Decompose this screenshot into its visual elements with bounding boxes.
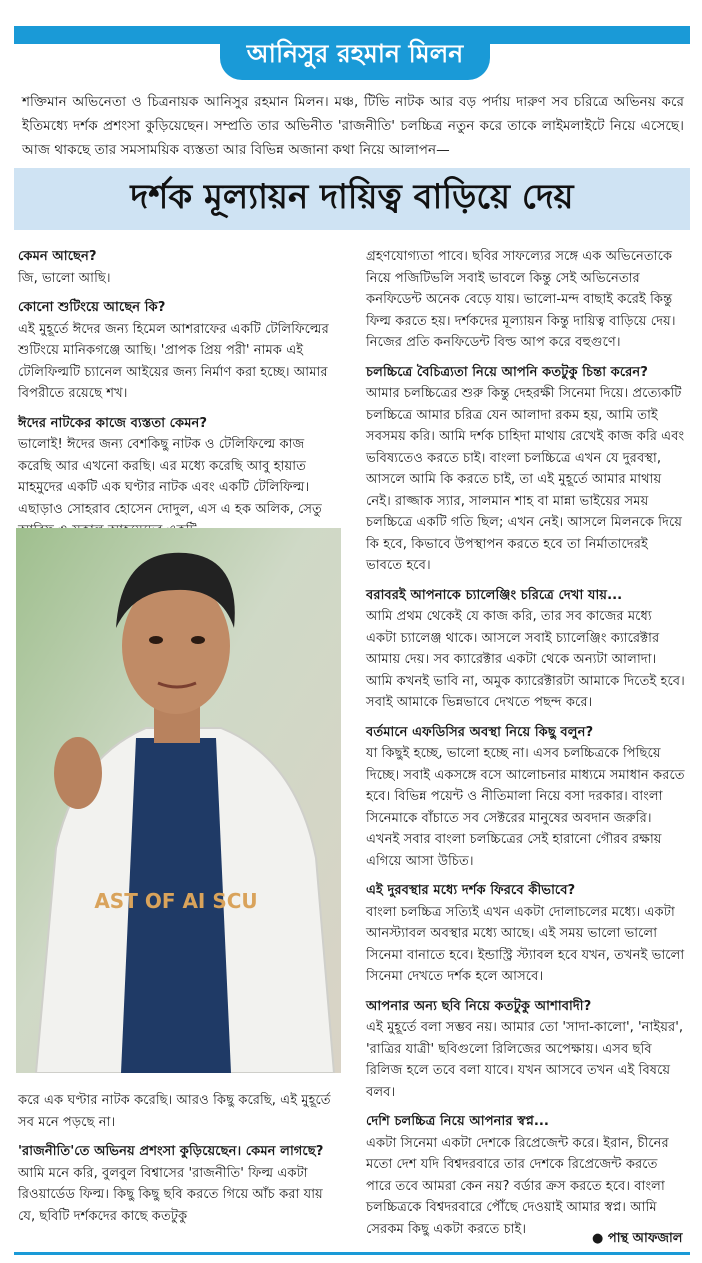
headline-banner [14, 168, 690, 230]
question: বর্তমানে এফডিসির অবস্থা নিয়ে কিছু বলুন? [366, 724, 594, 740]
left-column-bottom [18, 1090, 340, 1227]
left-column-top [18, 246, 340, 542]
byline [592, 1229, 682, 1250]
celebrity-name-banner [220, 30, 490, 80]
question: 'রাজনীতি'তে অভিনয় প্রশংসা কুড়িয়েছেন। কেমন লাগছে? [18, 1144, 324, 1159]
question: চলচ্চিত্রে বৈচিত্র্যতা নিয়ে আপনি কতটুকু চিন্তা করেন? [366, 364, 648, 380]
answer: এই মুহূর্তে ঈদের জন্য হিমেল আশরাফের একটি টেলিফিল্মের শুটিংয়ে মানিকগঞ্জে আছি। 'প্রাপক প্রিয় পরী' নামক এই টেলিফিল্মটি চ্যানেল আইয়ের জন্য নির্মাণ করা হচ্ছে। আমার বিপরীতে রয়েছে শখ। [18, 321, 329, 401]
answer: আমি মনে করি, বুলবুল বিশ্বাসের 'রাজনীতি' ফিল্ম একটা রিওয়ার্ডেড ফিল্ম। কিছু কিছু ছবি করতে গিয়ে আঁচ করা যায় যে, ছবিটি দর্শকদের কাছে কতটুকু [18, 1165, 323, 1224]
byline-dot-icon: ● [592, 1231, 608, 1246]
question: কেমন আছেন? [18, 249, 97, 264]
answer-continuation: গ্রহণযোগ্যতা পাবে। ছবির সাফল্যের সঙ্গে এক অভিনেতাকে নিয়ে পজিটিভলি সবাই ভাবলে কিন্তু সেই অভিনেতার কনফিডেন্ট অনেক বেড়ে যায়। ভালো-মন্দ বাছাই করেই কিন্তু ফিল্ম করতে হয়। দর্শকদের মূল্যায়ন কিন্তু দায়িত্ব বাড়িয়ে দেয়। নিজের প্রতি কনফিডেন্ট বিল্ড আপ করে বহুগুণে। [366, 249, 676, 350]
headline-text: দর্শক মূল্যায়ন দায়িত্ব বাড়িয়ে দেয় [130, 176, 574, 217]
question: আপনার অন্য ছবি নিয়ে কতটুকু আশাবাদী? [366, 998, 592, 1014]
intro-paragraph: শক্তিমান অভিনেতা ও চিত্রনায়ক আনিসুর রহমান মিলন। মঞ্চ, টিভি নাটক আর বড় পর্দায় দারুণ সব চরিত্রে অভিনয় করে ইতিমধ্যে দর্শক প্রশংসা কুড়িয়েছেন। সম্প্রতি তার অভিনীত 'রাজনীতি' চলচ্চিত্র নতুন করে তাকে লাইমলাইটে নিয়ে এসেছে। আজ থাকছে তার সমসাময়িক ব্যস্ততা আর বিভিন্ন অজানা কথা নিয়ে আলাপন— [22, 94, 684, 158]
question: ঈদের নাটকের কাজে ব্যস্ততা কেমন? [18, 415, 208, 431]
answer: আমি প্রথম থেকেই যে কাজ করি, তার সব কাজের মধ্যে একটা চ্যালেঞ্জ থাকে। আসলে সবাই চ্যালেঞ্জিং ক্যারেক্টার আমায় দেয়। সব ক্যারেক্টার একটা থেকে অন্যটা আলাদা। আমি কখনই ভাবি না, অমুক ক্যারেক্টারটা আমাকে দিতেই হবে। সবাই আমাকে ভিন্নভাবে দেখতে পছন্দ করে। [366, 609, 685, 710]
question: এই দুরবস্থার মধ্যে দর্শক ফিরবে কীভাবে? [366, 883, 576, 898]
question: কোনো শুটিংয়ে আছেন কি? [18, 300, 166, 315]
answer: বাংলা চলচ্চিত্র সত্যিই এখন একটা দোলাচলের মধ্যে। একটা আনস্ট্যাবল অবস্থার মধ্যে আছে। এই সময় ভালো ভালো সিনেমা বানাতে হবে। ইন্ডাস্ট্রি স্ট্যাবল হবে যখন, তখনই ভালো সিনেমা দেখতে দর্শক হলে আসবে। [366, 904, 685, 984]
byline-author: পান্থ আফজাল [607, 1231, 683, 1246]
answer: যা কিছুই হচ্ছে, ভালো হচ্ছে না। এসব চলচ্চিত্রকে পিছিয়ে দিচ্ছে। সবাই একসঙ্গে বসে আলোচনার মাধ্যমে সমাধান করতে হবে। বিভিন্ন পয়েন্ট ও নীতিমালা নিয়ে বসা দরকার। বাংলা সিনেমাকে বাঁচাতে সব সেক্টরের মানুষের অবদান জরুরি। এখনই সবার বাংলা চলচ্চিত্রের সেই হারানো গৌরব রক্ষায় এগিয়ে আসা উচিত। [366, 746, 685, 869]
question: বরাবরই আপনাকে চ্যালেঞ্জিং চরিত্রে দেখা যায়... [366, 587, 623, 603]
answer: জি, ভালো আছি। [18, 270, 111, 286]
right-column [366, 246, 686, 1240]
portrait-illustration [16, 528, 341, 1073]
answer: আমার চলচ্চিত্রের শুরু কিন্তু দেহরক্ষী সিনেমা দিয়ে। প্রত্যেকটি চলচ্চিত্রে আমার চরিত্র যেন আলাদা রকম হয়, আমি তাই সবসময় করি। আমি দর্শক চাহিদা মাথায় রেখেই কাজ করি এবং ভবিষ্যতেও করতে চাই। বাংলা চলচ্চিত্রে এখন যে দুরবস্থা, আসলে আমি কি করতে চাই, তা এই মুহূর্তে আমার মাথায় নেই। রাজ্জাক স্যার, সালমান শাহ বা মান্না ভাইয়ের সময় চলচ্চিত্রে একটি গতি ছিল; এখন নেই। আসলে মিলনকে দিয়ে কি হবে, কিভাবে উপস্থাপন করতে হবে তা নির্মাতাদেরই ভাবতে হবে। [366, 386, 685, 573]
portrait-photo [16, 528, 341, 1073]
answer: একটা সিনেমা একটা দেশকে রিপ্রেজেন্ট করে। ইরান, চীনের মতো দেশ যদি বিশ্বদরবারে তার দেশকে রিপ্রেজেন্ট করতে পারে তবে আমরা কেন নয়? বর্ডার ক্রস করতে হবে। বাংলা চলচ্চিত্রকে বিশ্বদরবারে পৌঁছে দেওয়াই আমার স্বপ্ন। আমি সেরকম কিছু একটা করতে চাই। [366, 1135, 669, 1237]
celebrity-name: আনিসুর রহমান মিলন [246, 38, 464, 68]
answer-continuation: করে এক ঘণ্টার নাটক করেছি। আরও কিছু করেছি, এই মুহূর্তে সব মনে পড়ছে না। [18, 1093, 331, 1130]
question: দেশি চলচ্চিত্র নিয়ে আপনার স্বপ্ন... [366, 1114, 549, 1129]
shirt-print: AST OF AI SCU [94, 889, 258, 913]
answer: ভালোই! ঈদের জন্য বেশকিছু নাটক ও টেলিফিল্মে কাজ করেছি আর এখনো করছি। এর মধ্যে করেছি আবু হায়াত মাহমুদের একটি এক ঘণ্টার নাটক এবং একটি টেলিফিল্ম। এছাড়াও সোহরাব হোসেন দোদুল, এস এ হক অলিক, সেতু [18, 437, 322, 517]
answer: এই মুহূর্তে বলা সম্ভব নয়। আমার তো 'সাদা-কালো', 'নাইয়র', 'রাত্রির যাত্রী' ছবিগুলো রিলিজের অপেক্ষায়। এসব ছবি রিলিজ হলে তবে বলা যাবে। যখন আসবে তখন এই বিষয়ে বলব। [366, 1020, 684, 1100]
bottom-accent-line [14, 1252, 690, 1255]
